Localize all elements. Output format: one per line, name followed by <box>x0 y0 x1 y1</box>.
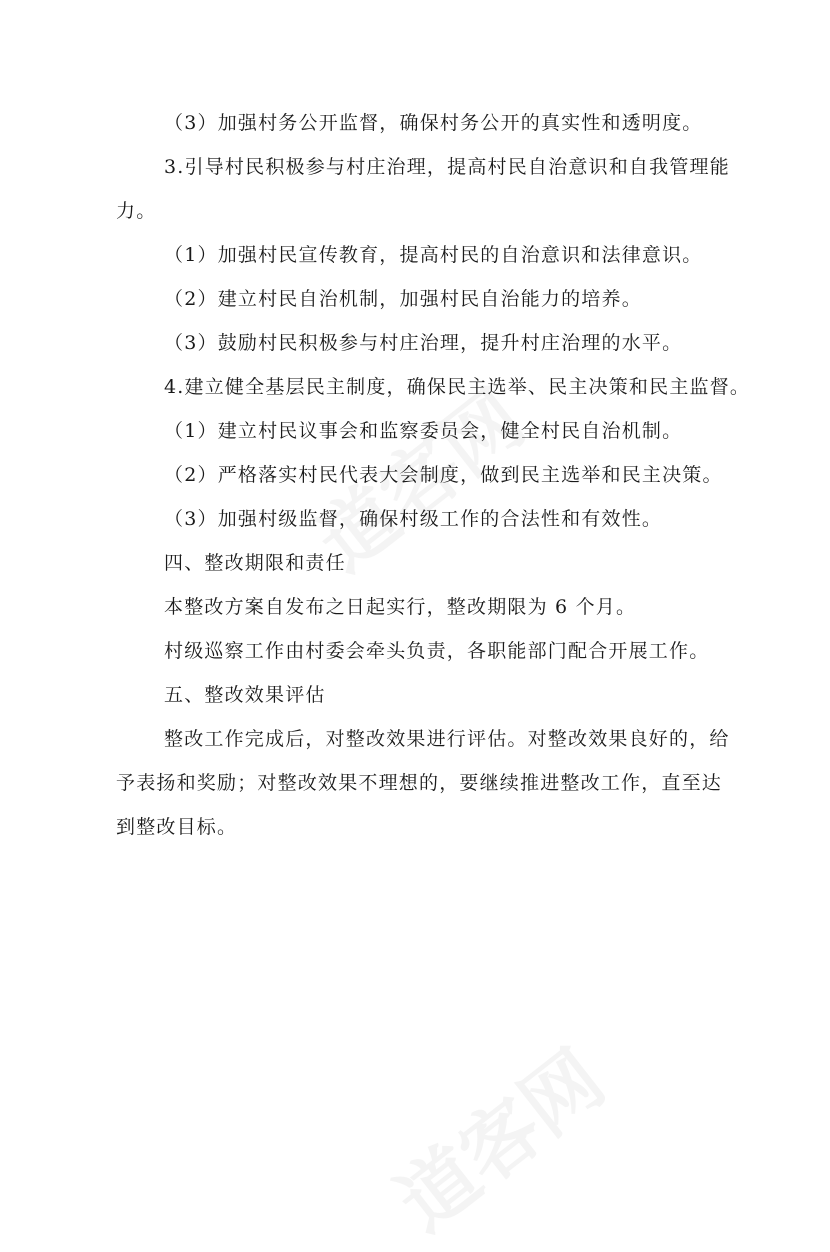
paragraph-line: 本整改方案自发布之日起实行，整改期限为 6 个月。 <box>164 596 637 618</box>
paragraph-line: （3）加强村务公开监督，确保村务公开的真实性和透明度。 <box>164 112 703 134</box>
section-heading-five: 五、整改效果评估 <box>164 684 326 706</box>
section-heading-3: 3.引导村民积极参与村庄治理，提高村民自治意识和自我管理能 <box>164 156 730 178</box>
paragraph-line: 整改工作完成后，对整改效果进行评估。对整改效果良好的，给 <box>164 728 730 750</box>
paragraph-line: （3）加强村级监督，确保村级工作的合法性和有效性。 <box>164 508 663 530</box>
paragraph-line: 到整改目标。 <box>116 816 238 838</box>
paragraph-line: （2）建立村民自治机制，加强村民自治能力的培养。 <box>164 288 642 310</box>
paragraph-line: （1）建立村民议事会和监察委员会，健全村民自治机制。 <box>164 420 683 442</box>
watermark-lower <box>370 1020 623 1252</box>
paragraph-line: （3）鼓励村民积极参与村庄治理，提升村庄治理的水平。 <box>164 332 683 354</box>
paragraph-line: （2）严格落实村民代表大会制度，做到民主选举和民主决策。 <box>164 464 723 486</box>
section-heading-four: 四、整改期限和责任 <box>164 552 346 574</box>
section-heading-4: 4.建立健全基层民主制度，确保民主选举、民主决策和民主监督。 <box>164 376 751 398</box>
paragraph-line: 予表扬和奖励；对整改效果不理想的，要继续推进整改工作，直至达 <box>116 772 723 794</box>
paragraph-line: （1）加强村民宣传教育，提高村民的自治意识和法律意识。 <box>164 244 703 266</box>
paragraph-line: 村级巡察工作由村委会牵头负责，各职能部门配合开展工作。 <box>164 640 710 662</box>
paragraph-line: 力。 <box>116 200 157 222</box>
